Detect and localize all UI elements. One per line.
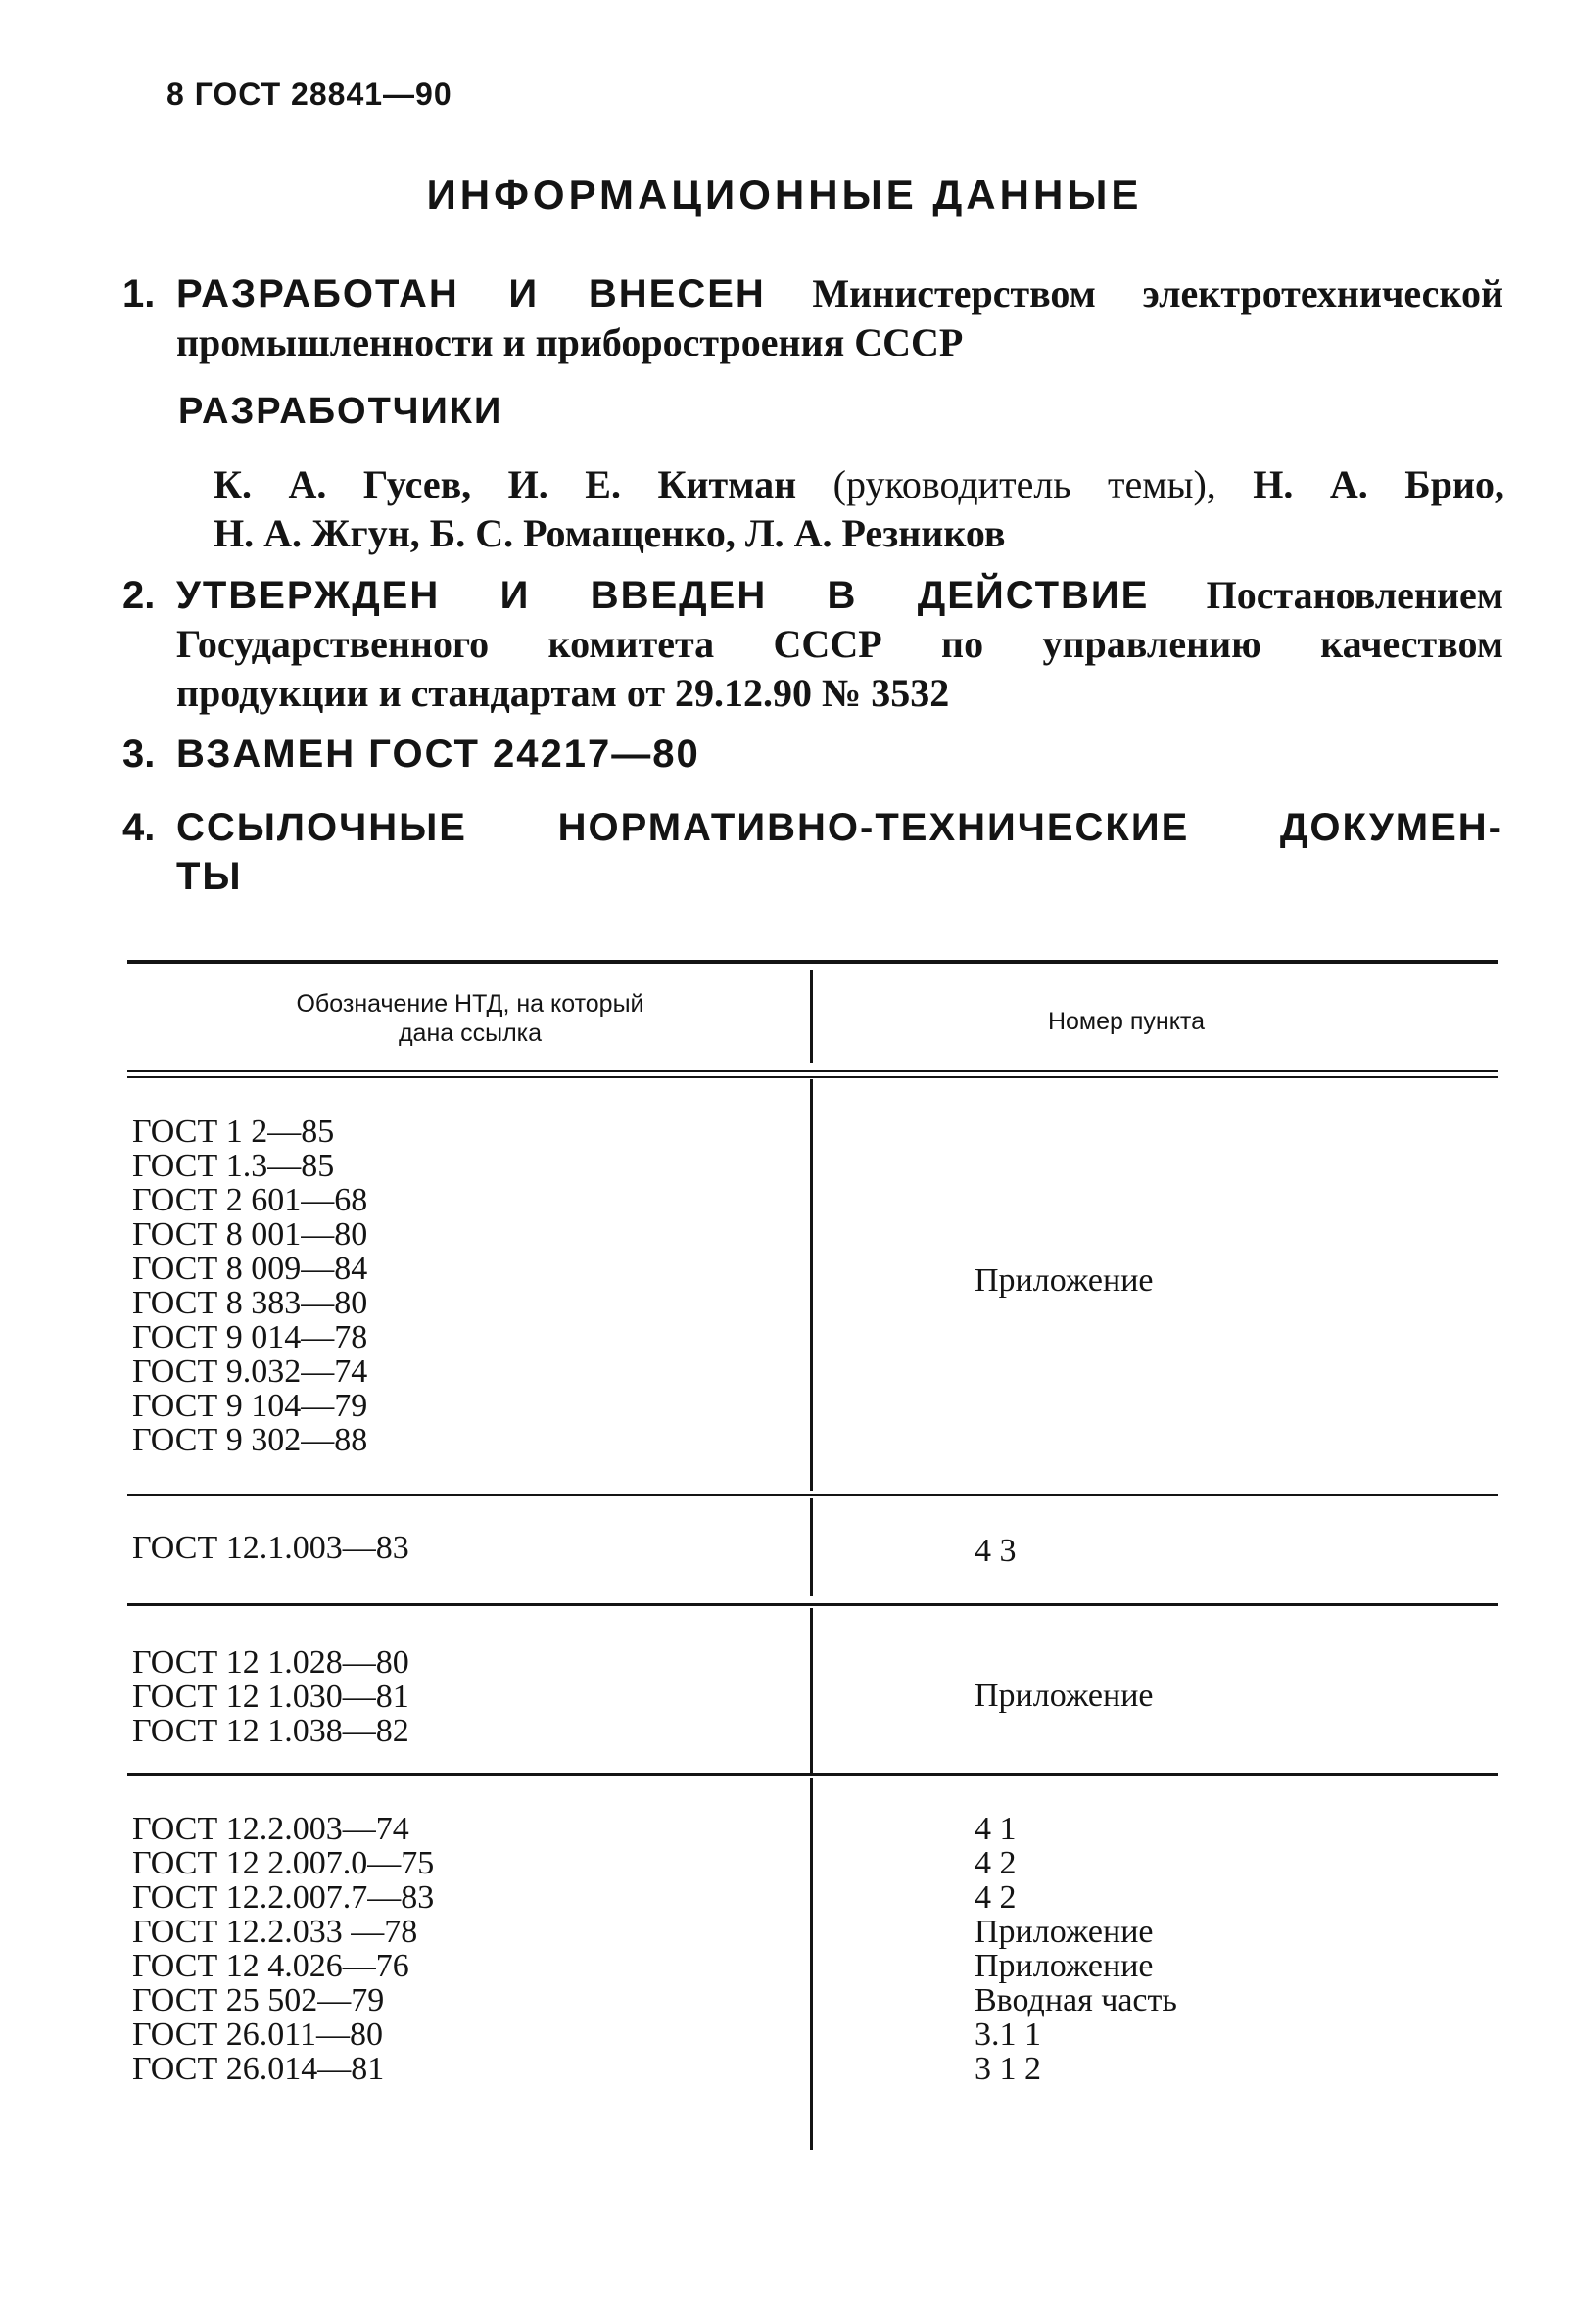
section-4-heading-line2: ТЫ (176, 855, 243, 898)
table-group1-ref: Приложение (975, 1262, 1154, 1299)
table-divider-group3 (810, 1608, 813, 1773)
table-group-rule-3 (127, 1773, 1498, 1776)
developers-heading: РАЗРАБОТЧИКИ (178, 391, 503, 432)
table-row-doc: ГОСТ 12.2.003—74 (132, 1811, 409, 1847)
section-1-heading: РАЗРАБОТАН И ВНЕСЕН (176, 272, 766, 315)
table-row-ref: 3 1 2 (975, 2051, 1041, 2087)
table-group2-ref: 4 3 (975, 1533, 1017, 1569)
table-divider-group4 (810, 1778, 813, 2150)
table-header-rule-b (127, 1076, 1498, 1078)
section-2 (122, 571, 1503, 718)
table-row-doc: ГОСТ 12 2.007.0—75 (132, 1845, 435, 1881)
table-row-doc: ГОСТ 12.1.003—83 (132, 1530, 409, 1566)
section-2-heading: УТВЕРЖДЕН И ВВЕДЕН В ДЕЙСТВИЕ (176, 574, 1150, 617)
section-3 (122, 730, 1503, 779)
developers-line1: К. А. Гусев, И. Е. Китман (руководитель темы), Н. А. Брио, (214, 462, 1504, 506)
table-divider-group2 (810, 1498, 813, 1596)
table-row-doc: ГОСТ 1.3—85 (132, 1148, 335, 1184)
table-header-clause: Номер пункта (1047, 1008, 1206, 1035)
page-header: 8 ГОСТ 28841—90 (166, 76, 452, 112)
section-4-heading-line1: ССЫЛОЧНЫЕ НОРМАТИВНО-ТЕХНИЧЕСКИЕ ДОКУМЕН- (176, 806, 1503, 849)
table-row-doc: ГОСТ 9 104—79 (132, 1388, 368, 1424)
table-group1-docs (132, 1115, 367, 1457)
table-group4-refs (975, 1812, 1177, 2086)
section-4 (122, 803, 1503, 901)
table-divider-group1 (810, 1079, 813, 1491)
developers-list (214, 460, 1504, 558)
section-2-line2: Государственного комитета СССР по управлению качеством (176, 622, 1503, 666)
document-title: ИНФОРМАЦИОННЫЕ ДАННЫЕ (426, 171, 1143, 217)
table-row-ref: Приложение (975, 1914, 1154, 1950)
table-row-doc: ГОСТ 12 1.030—81 (132, 1679, 409, 1715)
section-2-line1: УТВЕРЖДЕН И ВВЕДЕН В ДЕЙСТВИЕ Постановлением (176, 573, 1504, 617)
table-row-doc: ГОСТ 12 4.026—76 (132, 1948, 409, 1984)
table-row-doc: ГОСТ 8 001—80 (132, 1216, 368, 1253)
table-row-doc: ГОСТ 25 502—79 (132, 1982, 385, 2018)
table-group4-docs (132, 1812, 434, 2086)
table-group3-docs (132, 1645, 409, 1748)
table-row-doc: ГОСТ 12.2.033 —78 (132, 1914, 418, 1950)
table-header-rule-a (127, 1070, 1498, 1072)
developers-line2: Н. А. Жгун, Б. С. Ромащенко, Л. А. Резников (214, 511, 1006, 555)
section-2-number: 2. (122, 574, 156, 617)
table-row-doc: ГОСТ 26.011—80 (132, 2016, 383, 2053)
table-row-ref: Приложение (975, 1948, 1154, 1984)
table-row-ref: 4 2 (975, 1845, 1017, 1881)
table-top-rule (127, 960, 1498, 964)
section-3-number: 3. (122, 733, 156, 776)
table-group3-ref: Приложение (975, 1678, 1154, 1714)
section-1-number: 1. (122, 272, 156, 315)
table-group2-docs (132, 1531, 409, 1565)
table-row-doc: ГОСТ 9 014—78 (132, 1319, 368, 1355)
table-row-ref: 4 2 (975, 1879, 1017, 1916)
table-row-doc: ГОСТ 12 1.028—80 (132, 1644, 409, 1681)
section-2-line3: продукции и стандартам от 29.12.90 № 3532 (176, 671, 950, 715)
section-3-heading: ВЗАМЕН ГОСТ 24217—80 (176, 733, 700, 776)
table-row-ref: 3.1 1 (975, 2016, 1041, 2053)
section-1-line1 (176, 269, 1503, 318)
table-row-doc: ГОСТ 8 383—80 (132, 1285, 368, 1321)
table-row-doc: ГОСТ 9.032—74 (132, 1353, 368, 1390)
section-1-text-line2: промышленности и приборостроения СССР (176, 320, 964, 364)
table-row-doc: ГОСТ 1 2—85 (132, 1114, 335, 1150)
table-row-doc: ГОСТ 2 601—68 (132, 1182, 368, 1218)
table-group-rule-2 (127, 1603, 1498, 1606)
table-row-doc: ГОСТ 12.2.007.7—83 (132, 1879, 435, 1916)
table-header-document: Обозначение НТД, на который дана ссылка (296, 990, 644, 1047)
table-row-ref: Вводная часть (975, 1982, 1177, 2018)
table-group-rule-1 (127, 1494, 1498, 1496)
table-row-doc: ГОСТ 9 302—88 (132, 1422, 368, 1458)
section-4-number: 4. (122, 806, 156, 849)
section-1 (122, 269, 1503, 367)
section-1-text-line1: Министерством электротехнической (812, 271, 1503, 315)
table-row-doc: ГОСТ 26.014—81 (132, 2051, 385, 2087)
table-row-ref: 4 1 (975, 1811, 1017, 1847)
table-row-doc: ГОСТ 8 009—84 (132, 1251, 368, 1287)
table-row-doc: ГОСТ 12 1.038—82 (132, 1713, 409, 1749)
